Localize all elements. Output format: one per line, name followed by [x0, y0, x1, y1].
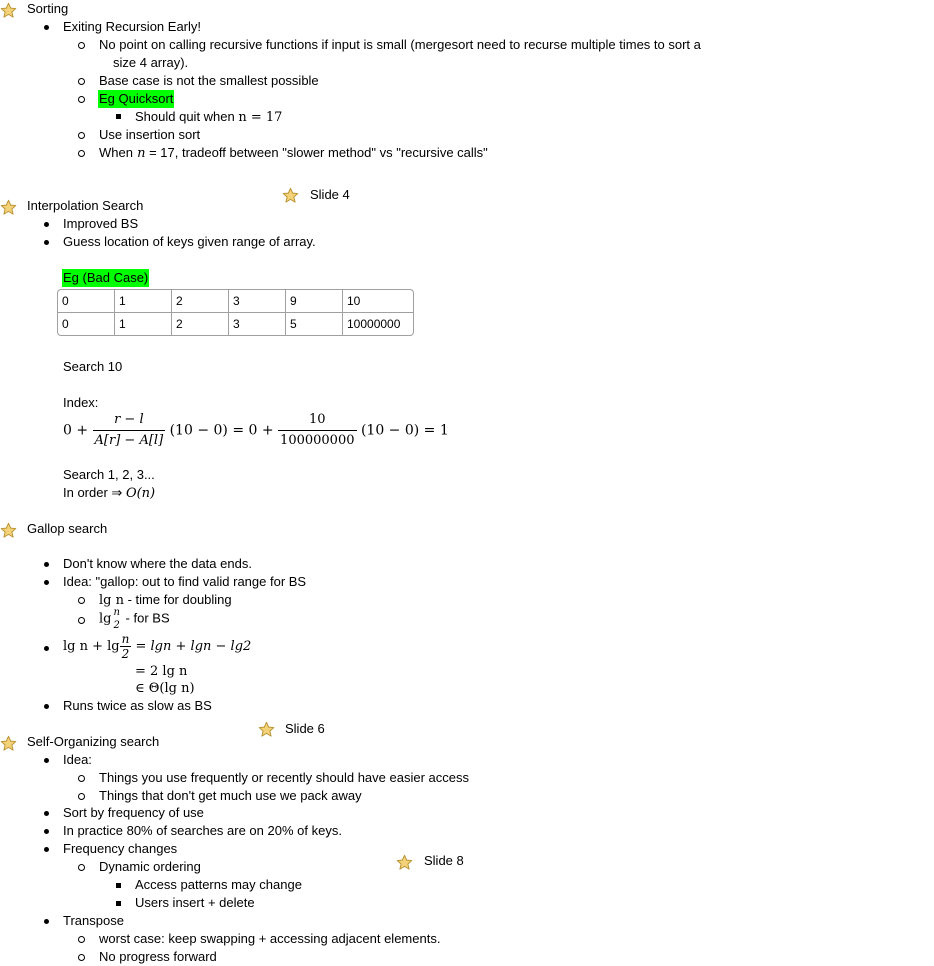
list-item: Transpose	[63, 913, 124, 928]
star-icon	[258, 721, 275, 738]
section-title-self-organizing: Self-Organizing search	[27, 734, 160, 749]
list-item: Things that don't get much use we pack away	[99, 788, 362, 803]
table-cell: 0	[58, 313, 115, 335]
list-item: When n = 17, tradeoff between "slower method" vs "recursive calls"	[99, 145, 488, 161]
equation-line: = 2 lg n	[135, 664, 188, 679]
bullet-icon	[78, 42, 85, 49]
bullet-icon	[44, 646, 49, 651]
bullet-icon	[78, 864, 85, 871]
list-item: Sort by frequency of use	[63, 805, 204, 820]
bullet-icon	[44, 829, 49, 834]
star-icon	[396, 854, 413, 871]
star-icon	[0, 522, 17, 539]
list-item: Users insert + delete	[135, 895, 255, 910]
bullet-icon	[44, 222, 49, 227]
list-item: Idea: "gallop: out to find valid range for BS	[63, 574, 307, 589]
star-icon	[0, 199, 17, 216]
table-cell: 9	[286, 290, 343, 313]
bullet-icon	[116, 901, 121, 906]
slide-label: Slide 4	[310, 187, 350, 202]
bullet-icon	[78, 775, 85, 782]
table-cell: 10000000	[347, 317, 401, 331]
list-item: lg n 2 - for BS	[99, 607, 170, 631]
list-item: Access patterns may change	[135, 877, 302, 892]
bullet-icon	[44, 25, 49, 30]
bullet-icon	[78, 150, 85, 157]
slide-label: Slide 8	[424, 853, 464, 868]
bullet-icon	[44, 919, 49, 924]
table-row	[58, 313, 413, 335]
bullet-icon	[44, 240, 49, 245]
bullet-icon	[116, 883, 121, 888]
bullet-icon	[78, 132, 85, 139]
bullet-icon	[78, 96, 85, 103]
list-item: Use insertion sort	[99, 127, 201, 142]
list-item: Should quit when n = 17	[135, 109, 283, 125]
bullet-icon	[44, 704, 49, 709]
bullet-icon	[78, 78, 85, 85]
text-line: Search 1, 2, 3...	[63, 467, 155, 482]
table-cell: 1	[115, 290, 172, 313]
highlight-eg-quicksort: Eg Quicksort	[99, 91, 174, 106]
text-line: Search 10	[63, 359, 123, 374]
bullet-icon	[78, 597, 85, 604]
table-cell: 1	[115, 313, 172, 335]
table-cell: 0	[58, 290, 115, 313]
bullet-icon	[44, 758, 49, 763]
table-cell: 2	[172, 313, 229, 335]
text-line: Index:	[63, 395, 99, 410]
table-cell: 10	[343, 290, 413, 313]
equation-line: ∈ Θ(lg n)	[135, 681, 195, 696]
table-cell: 3	[229, 290, 286, 313]
list-item: Dynamic ordering	[99, 859, 201, 874]
table-row	[58, 290, 413, 313]
list-item: Frequency changes	[63, 841, 178, 856]
list-item: Base case is not the smallest possible	[99, 73, 319, 88]
list-item: lg n - time for doubling	[99, 592, 232, 608]
star-icon	[282, 187, 299, 204]
bullet-icon	[44, 562, 49, 567]
bullet-icon	[78, 617, 85, 624]
list-item: Things you use frequently or recently should have easier access	[99, 770, 469, 785]
table-cell: 3	[229, 313, 286, 335]
table-cell: 5	[286, 313, 343, 335]
list-item: Runs twice as slow as BS	[63, 698, 212, 713]
list-item: Exiting Recursion Early!	[63, 19, 201, 34]
section-title-interpolation: Interpolation Search	[27, 198, 144, 213]
bullet-icon	[44, 580, 49, 585]
list-item: Guess location of keys given range of array.	[63, 234, 316, 249]
bullet-icon	[44, 811, 49, 816]
list-item: Improved BS	[63, 216, 139, 231]
list-item: In practice 80% of searches are on 20% of keys.	[63, 823, 342, 838]
bullet-icon	[78, 793, 85, 800]
bullet-icon	[116, 114, 121, 119]
bullet-icon	[44, 847, 49, 852]
list-item: No progress forward	[99, 949, 217, 964]
table-cell: 2	[172, 290, 229, 313]
text-line: In order ⇒ O(n)	[63, 485, 156, 501]
list-item: Idea:	[63, 752, 92, 767]
section-title-gallop: Gallop search	[27, 521, 108, 536]
example-table	[57, 289, 414, 336]
slide-label: Slide 6	[285, 721, 325, 736]
section-title-sorting: Sorting	[27, 1, 69, 16]
list-item: worst case: keep swapping + accessing adjacent elements.	[99, 931, 441, 946]
interpolation-formula: 0 + $\frac{r - l}{A[r] - A[l]}$ (10 − 0) = 0 + $\frac{10}{100000000}$ (10 − 0) = 1	[63, 410, 449, 451]
list-item-continuation: size 4 array).	[113, 55, 189, 70]
list-item: No point on calling recursive functions if input is small (mergesort need to recurse multiple times to sort a	[99, 37, 701, 52]
bullet-icon	[78, 936, 85, 943]
equation-line: lg n + lg $\frac{n}{2}$ = lgn + lgn − lg2	[63, 632, 252, 661]
list-item: Don't know where the data ends.	[63, 556, 252, 571]
star-icon	[0, 735, 17, 752]
star-icon	[0, 2, 17, 19]
highlight-eg-bad-case: Eg (Bad Case)	[63, 270, 149, 285]
